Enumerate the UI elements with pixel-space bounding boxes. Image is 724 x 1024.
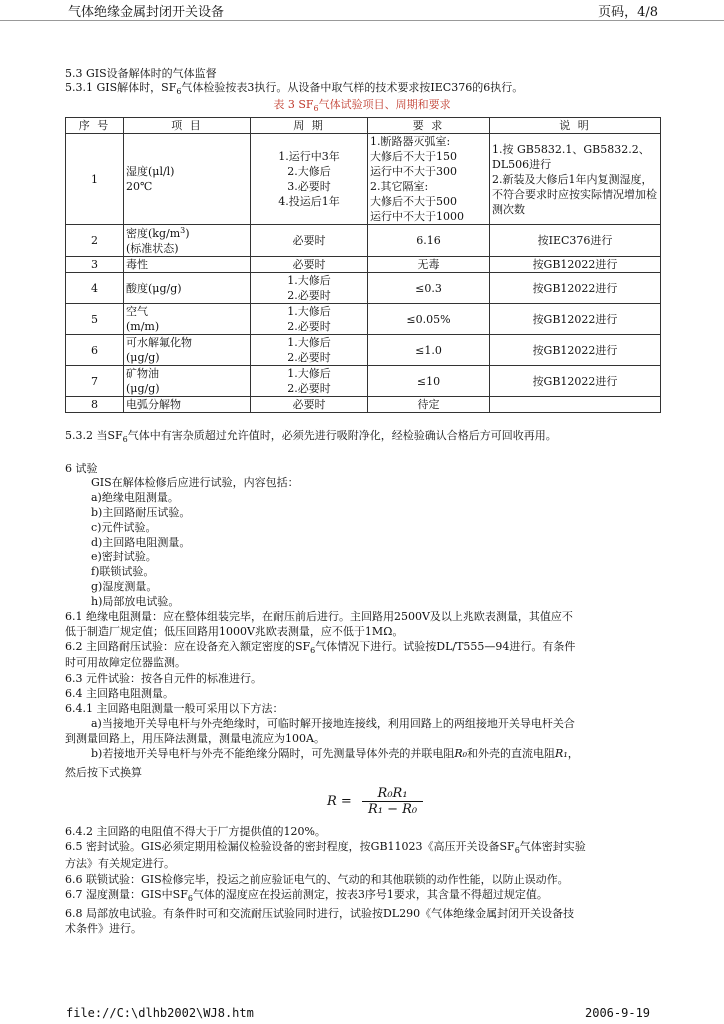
- table-row: 6 可水解氟化物 (μg/g) 1.大修后 2.必要时 ≤1.0 按GB12022进行: [66, 335, 661, 366]
- para-6-8: 6.8 局部放电试验。有条件时可和交流耐压试验同时进行，试验按DL290《气体绝缘金属封闭开关设备技: [65, 907, 575, 920]
- list-item: d)主回路电阻测量。: [91, 536, 191, 549]
- para-6-4-1: 6.4.1 主回路电阻测量一般可采用以下方法：: [65, 702, 284, 715]
- section-5-3-heading: 5.3 GIS设备解体时的气体监督: [65, 67, 217, 80]
- table-row: 7 矿物油 (μg/g) 1.大修后 2.必要时 ≤10 按GB12022进行: [66, 366, 661, 397]
- para-6-3: 6.3 元件试验：按各自元件的标准进行。: [65, 672, 262, 685]
- section-6-heading: 6 试验: [65, 462, 98, 475]
- table-row: 3 毒性 必要时 无毒 按GB12022进行: [66, 257, 661, 273]
- col-header-note: 说 明: [490, 118, 661, 134]
- para-6-4-1-b-cont: 然后按下式换算: [65, 766, 142, 779]
- resistance-formula: R = $\frac{\text{R₀R₁}}{\text{R₁ − R₀}}$: [327, 786, 423, 817]
- table-caption: 表 3 $SF_6$气体试验项目、周期和要求: [273, 98, 451, 113]
- list-item: g)湿度测量。: [91, 580, 158, 593]
- para-6-8-cont: 术条件》进行。: [65, 922, 142, 935]
- col-header-item: 项 目: [124, 118, 251, 134]
- para-6-4-1-a: a)当接地开关导电杆与外壳绝缘时，可临时解开接地连接线，利用回路上的两组接地开关导电杆关合: [91, 717, 575, 730]
- para-6-2: 6.2 主回路耐压试验：应在设备充入额定密度的$SF_6$气体情况下进行。试验按DL/T555—94进行。有条件: [65, 640, 576, 655]
- list-item: f)联锁试验。: [91, 565, 155, 578]
- para-5-3-1: 5.3.1 GIS解体时，$SF_6$气体检验按表3执行。从设备中取气样的技术要求按IEC376的6执行。: [65, 81, 524, 96]
- para-6-7: 6.7 湿度测量：GIS中$SF_6$气体的湿度应在投运前测定，按表3序号1要求，其含量不得超过规定值。: [65, 888, 548, 903]
- table-row: 5 空气 (m/m) 1.大修后 2.必要时 ≤0.05% 按GB12022进行: [66, 304, 661, 335]
- list-item: b)主回路耐压试验。: [91, 506, 191, 519]
- page-number: 页码，4/8: [598, 5, 658, 20]
- table-row: 2 密度$(kg/m^3)$ (标准状态) 必要时 6.16 按IEC376进行: [66, 225, 661, 257]
- para-6-4-1-b: b)若接地开关导电杆与外壳不能绝缘分隔时，可先测量导体外壳的并联电阻R₀和外壳的直流电阻R₁，: [91, 747, 579, 760]
- table-row: 1 湿度(μl/l) 20℃ 1.运行中3年 2.大修后 3.必要时 4.投运后1年 1.断路器灭弧室: 大修后不大于150 运行中不大于300 2.其它隔室: 大修后不大于500 运行中不大于1000 1.按 GB5832.1、GB5832.2、DL506进行 2.新装及大修后1年内复测湿度，不符合要求时应按实际情况增加检测次数: [66, 134, 661, 225]
- page-header: [0, 0, 724, 21]
- table-row: 8 电弧分解物 必要时 待定: [66, 397, 661, 413]
- list-item: h)局部放电试验。: [91, 595, 180, 608]
- list-item: c)元件试验。: [91, 521, 157, 534]
- list-item: e)密封试验。: [91, 550, 157, 563]
- list-item: a)绝缘电阻测量。: [91, 491, 179, 504]
- para-6-4-2: 6.4.2 主回路的电阻值不得大于厂方提供值的120%。: [65, 825, 326, 838]
- col-header-no: 序 号: [66, 118, 124, 134]
- footer-date: 2006-9-19: [585, 1006, 651, 1020]
- para-6-5: 6.5 密封试验。GIS必须定期用检漏仪检验设备的密封程度，按GB11023《高压开关设备$SF_6$气体密封实验: [65, 840, 586, 855]
- para-6-4: 6.4 主回路电阻测量。: [65, 687, 174, 700]
- para-6-1-cont: 低于制造厂规定值；低压回路用1000V兆欧表测量，应不低于1MΩ。: [65, 625, 404, 638]
- section-6-intro: GIS在解体检修后应进行试验，内容包括：: [91, 476, 299, 489]
- table-header-row: [66, 118, 661, 134]
- para-6-6: 6.6 联锁试验：GIS检修完毕，投运之前应验证电气的、气动的和其他联锁的动作性能，以防止误动作。: [65, 873, 569, 886]
- para-5-3-2: 5.3.2 当$SF_6$气体中有害杂质超过允许值时，必须先进行吸附净化，经检验确认合格后方可回收再用。: [65, 429, 557, 444]
- sf6-test-table: [65, 117, 661, 413]
- col-header-requirement: 要 求: [368, 118, 490, 134]
- para-6-2-cont: 时可用故障定位器监测。: [65, 656, 186, 669]
- col-header-period: 周 期: [251, 118, 368, 134]
- table-row: 4 酸度(μg/g) 1.大修后 2.必要时 ≤0.3 按GB12022进行: [66, 273, 661, 304]
- para-6-1: 6.1 绝缘电阻测量：应在整体组装完毕，在耐压前后进行。主回路用2500V及以上兆欧表测量，其值应不: [65, 610, 573, 623]
- header-title: 气体绝缘金属封闭开关设备: [68, 5, 225, 20]
- para-6-5-cont: 方法》有关规定进行。: [65, 857, 175, 870]
- footer-file-path: file://C:\dlhb2002\WJ8.htm: [66, 1006, 254, 1020]
- para-6-4-1-a-cont: 到测量回路上，用压降法测量，测量电流应为100A。: [65, 732, 325, 745]
